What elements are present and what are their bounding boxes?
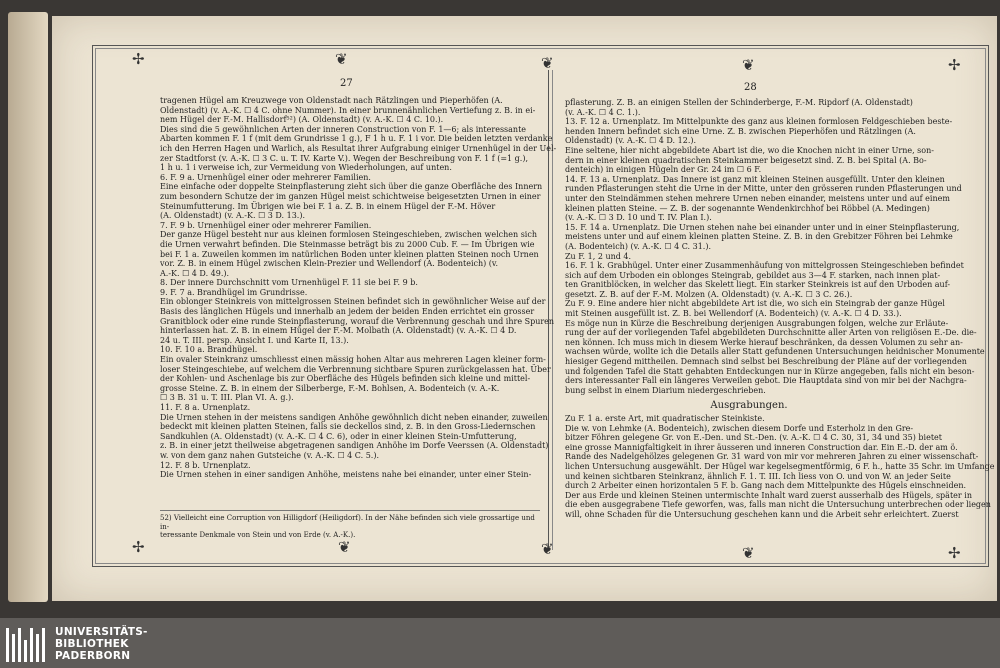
text-line: Oldenstadt) (v. A.-K. ☐ 4 C. ohne Nummer). In einer brunnenähnlichen Vertiefung z. B. in ei- (160, 105, 536, 115)
text-line: rung der auf der vorliegenden Tafel abgebildeten Durchschnitte aller Arten von religiösen E.-De. die- (565, 328, 977, 338)
text-line: sich auf dem Urboden ein oblonges Steingrab, gebildet aus 3—4 F. starken, nach innen plat- (565, 270, 941, 280)
bottom-ornament: ❦ (338, 538, 351, 556)
corner-ornament: ✢ (132, 538, 145, 556)
text-line: 24 u. T. III. persp. Ansicht I. und Karte II, 13.). (160, 335, 349, 345)
text-line: zum besondern Schutze der im ganzen Hügel meist schichtweise beigesetzten Urnen in einer (160, 191, 541, 201)
text-line: ders interessanter Fall ein längeres Verweilen gebot. Die Hauptdata sind von mir bei der Nachgra- (565, 376, 967, 386)
text-line: (v. A.-K. ☐ 3 D. 10 und T. IV. Plan I.). (565, 213, 712, 223)
text-line: durch 2 Arbeiter einen horizontalen 5 F. b. Gang nach dem Mittelpunkte des Hügels einschneiden. (565, 481, 967, 491)
text-line: bitzer Föhren gelegene Gr. von E.-Den. und St.-Den. (v. A.-K. ☐ 4 C. 30, 31, 34 und 35) bietet (565, 433, 942, 443)
text-line: gesetzt. Z. B. auf der F.-M. Molzen (A. Oldenstadt) (v. A.-K. ☐ 3 C. 26.). (565, 289, 853, 299)
text-line: Oldenstadt) (v. A.-K. ☐ 4 D. 12.). (565, 136, 697, 146)
text-line: 9. F. 7 a. Brandhügel im Grundrisse. (160, 287, 308, 297)
text-line: z. B. in einer jetzt theilweise abgetragenen sandigen Anhöhe im Dorfe Veerssen (A. Oldenstadt) (160, 441, 549, 451)
footnote-line: teressante Denkmale von Stein und von Erde (v. A.-K.). (160, 531, 356, 539)
text-line: Ein ovaler Steinkranz umschliesst einen mässig hohen Altar aus mehreren Lagen kleiner form- (160, 355, 546, 365)
column-divider-inner (552, 70, 553, 550)
text-line: Eine seltene, hier nicht abgebildete Abart ist die, wo die Knochen nicht in einer Urne, son- (565, 145, 934, 155)
text-line: eine grosse Mannigfaltigkeit in ihrer äusseren und inneren Construction dar. Ein E.-D. der am ö. (565, 442, 958, 452)
text-line: (A. Oldenstadt) (v. A.-K. ☐ 3 D. 13.). (160, 211, 306, 221)
text-line: unter den Steindämmen stehen mehrere Urnen neben einander, meistens unter und auf einem (565, 193, 950, 203)
text-line: Zu F. 9. Eine andere hier nicht abgebildete Art ist die, wo sich ein Steingrab der ganze Hügel (565, 299, 945, 309)
text-line: bei F. 1 a. Zuweilen kommen im natürlichen Boden unter kleinen platten Steinen noch Urnen (160, 249, 539, 259)
library-logo-text (55, 626, 148, 662)
library-name-line2: BIBLIOTHEK (55, 638, 129, 650)
text-line: die Urnen verwahrt befinden. Die Steinmasse beträgt bis zu 2000 Cub. F. — Im Übrigen wie (160, 239, 535, 249)
top-ornament: ❦ (335, 50, 348, 68)
corner-ornament: ✢ (948, 56, 961, 74)
text-line: 11. F. 8 a. Urnenplatz. (160, 403, 251, 412)
text-line: 16. F. 1 k. Grabhügel. Unter einer Zusammenhäufung von mittelgrossen Steingeschieben befindet (565, 261, 964, 271)
text-line: Abarten kommen F. 1 f (mit dem Grundrisse 1 g.), F 1 h u. F. 1 i vor. Die beiden letzten verdanke (160, 134, 553, 144)
text-line: Die Urnen stehen in der meistens sandigen Anhöhe gewöhnlich dicht neben einander, zuweilen (160, 412, 548, 422)
left-page-text (160, 96, 557, 480)
text-line: vor. Z. B. in einem Hügel zwischen Klein-Prezier und Wellendorf (A. Bodenteich) (v. (160, 259, 499, 269)
text-line: Sandkuhlen (A. Oldenstadt) (v. A.-K. ☐ 4 C. 6), oder in einer kleinen Stein-Umfutterung, (160, 431, 517, 441)
text-line: Es möge nun in Kürze die Beschreibung derjenigen Ausgrabungen folgen, welche zur Erläute- (565, 318, 949, 328)
text-line: nem Hügel der F.-M. Hallisdorf⁵²) (A. Oldenstadt) (v. A.-K. ☐ 4 C. 10.). (160, 115, 444, 125)
section-heading: Ausgrabungen. (710, 400, 788, 412)
text-line: lichen Untersuchung ausgewählt. Der Hügel war kegelsegmentförmig, 6 F. h., hatte 35 Schr. im Umfange (565, 461, 995, 471)
library-name-line1: UNIVERSITÄTS- (55, 626, 148, 638)
text-line: Der ganze Hügel besteht nur aus kleinen formlosen Steingeschieben, zwischen welchen sich (160, 230, 537, 240)
bottom-ornament: ❦ (541, 540, 554, 558)
text-line: der Kohlen- und Aschenlage bis zur Oberfläche des Hügels befinden sich kleine und mittel- (160, 374, 531, 384)
text-line: 12. F. 8 b. Urnenplatz. (160, 460, 251, 470)
text-line: pflasterung. Z. B. an einigen Stellen der Schinderberge, F.-M. Ripdorf (A. Oldenstadt) (565, 98, 913, 107)
text-line: henden Innern befindet sich eine Urne. Z. B. zwischen Pieperhöfen und Rätzlingen (A. (565, 126, 916, 136)
text-line: ich den Herren Hagen und Warlich, als Resultat ihrer Aufgrabung einiger Urnenhügel in der Uel- (160, 143, 557, 153)
text-line: runden Pflasterungen steht die Urne in der Mitte, unter den grösseren runden Pflasterungen und (565, 184, 962, 194)
text-line: ☐ 3 B. 31 u. T. III. Plan VI. A. g.). (160, 393, 294, 403)
text-line: 1 h u. 1 i verweise ich, zur Vermeidung von Wiederholungen, auf unten. (160, 163, 452, 173)
text-line: Zu F. 1 a. erste Art, mit quadratischer Steinkiste. (565, 414, 765, 423)
bottom-ornament: ❦ (742, 544, 755, 562)
text-line: Die w. von Lehmke (A. Bodenteich), zwischen diesem Dorfe und Esterholz in den Gre- (565, 423, 914, 433)
text-line: 14. F. 13 a. Urnenplatz. Das Innere ist ganz mit kleinen Steinen ausgefüllt. Unter den kleinen (565, 174, 945, 184)
footnote (160, 510, 540, 540)
library-footer-bar (0, 618, 1000, 668)
text-line: Der aus Erde und kleinen Steinen untermischte Inhalt ward zuerst ausserhalb des Hügels, später in (565, 490, 972, 500)
text-line: hiesiger Gegend mittheilen. Demnach sind selbst bei Beschreibung der Pläne auf der vorliegenden (565, 357, 967, 367)
text-line: w. von dem ganz nahen Gutsteiche (v. A.-K. ☐ 4 C. 5.). (160, 450, 380, 460)
top-ornament: ❦ (742, 56, 755, 74)
text-line: die eben ausgegrabene Tiefe geworfen, was, falls man nicht die Untersuchung unterbrechen oder liegen (565, 500, 991, 510)
text-line: Basis des länglichen Hügels und innerhalb an jedem der beiden Enden errichtet ein grosser (160, 307, 535, 317)
top-ornament: ❦ (541, 54, 554, 72)
text-line: 10. F. 10 a. Brandhügel. (160, 345, 258, 355)
text-line: will, ohne Schaden für die Untersuchung geschehen kann und die Arbeit sehr erleichtert. Zuerst (565, 509, 959, 519)
text-line: Zu F. 1, 2 und 4. (565, 251, 632, 261)
text-line: meistens unter und auf einem kleinen platten Steine. Z. B. in den Grebitzer Föhren bei Lehmke (565, 232, 953, 242)
book-page-edges (8, 12, 48, 602)
text-line: tragenen Hügel am Kreuzwege von Oldenstadt nach Rätzlingen und Pieperhöfen (A. (160, 96, 503, 105)
text-line: Die Urnen stehen in einer sandigen Anhöhe, meistens nahe bei einander, unter einer Stein- (160, 470, 532, 480)
corner-ornament: ✢ (948, 544, 961, 562)
text-line: 6. F. 9 a. Urnenhügel einer oder mehrerer Familien. (160, 172, 371, 182)
text-line: Granitblock oder eine runde Steinpflasterung, worauf die Verbrennung geschah und ihre Spuren (160, 316, 555, 326)
text-line: Steinumfutterung. Im Übrigen wie bei F. 1 a. Z. B. in einem Hügel der F.-M. Höver (160, 201, 496, 211)
text-line: Eine einfache oder doppelte Steinpflasterung zieht sich über die ganze Oberfläche des Innern (160, 182, 543, 192)
text-line: denteich) in einigen Hügeln der Gr. 24 im ☐ 6 F. (565, 165, 762, 175)
text-line: bedeckt mit kleinen platten Steinen, falls sie deckellos sind, z. B. in den Gross-Liedernschen (160, 422, 536, 432)
page-number-right: 28 (744, 82, 757, 93)
text-line: ten Granitblöcken, in welcher das Skelett liegt. Ein starker Steinkreis ist auf den Urboden auf- (565, 280, 951, 290)
page-number-left: 27 (340, 78, 353, 89)
text-line: mit Steinen ausgefüllt ist. Z. B. bei Wellendorf (A. Bodenteich) (v. A.-K. ☐ 4 D. 33.). (565, 309, 902, 319)
text-line: zer Stadtforst (v. A.-K. ☐ 3 C. u. T. IV. Karte V.). Wegen der Beschreibung von F. 1 f (=1 g.), (160, 153, 528, 163)
text-line: loser Steingeschiebe, auf welchem die Verbrennung sichtbare Spuren zurückgelassen hat. Über (160, 364, 551, 374)
text-line: bung selbst in einem Diarium niedergeschrieben. (565, 385, 766, 395)
text-line: hinterlassen hat. Z. B. in einem Hügel der F.-M. Molbath (A. Oldenstadt) (v. A.-K. ☐ 4 D. (160, 326, 517, 336)
footnote-line: 52) Vielleicht eine Corruption von Hilligdorf (Heiligdorf). In der Nähe befinden sich viele grossartige und in- (160, 514, 535, 531)
text-line: und keinen sichtbaren Steinkranz, ähnlich F. 1. T. III. Ich liess von O. und von W. an jeder Seite (565, 471, 951, 481)
text-line: (v. A.-K. ☐ 4 C. 1.). (565, 107, 641, 117)
text-line: Rande des Nadelgehölzes gelegenen Gr. 31 ward von mir vor mehreren Jahren zu einer wissenschaft- (565, 452, 979, 462)
text-line: grosse Steine. Z. B. in einem der Silberberge, F.-M. Bohlsen, A. Bodenteich (v. A.-K. (160, 383, 500, 393)
text-line: und folgenden Tafel die Statt gehabten Entdeckungen nur in Kürze angegeben, falls nicht ein beson- (565, 366, 975, 376)
text-line: kleinen platten Steine. — Z. B. der sogenannte Wendenkirchhof bei Röbbel (A. Medingen) (565, 203, 930, 213)
text-line: wachsen würde, wollte ich die Details aller Statt gefundenen Untersuchungen heidnischer Monumente (565, 347, 985, 357)
text-line: A.-K. ☐ 4 D. 49.). (160, 268, 230, 278)
text-line: Dies sind die 5 gewöhnlichen Arten der inneren Construction von F. 1—6; als interessante (160, 124, 527, 134)
text-line: (A. Bodenteich) (v. A.-K. ☐ 4 C. 31.). (565, 241, 712, 251)
corner-ornament: ✢ (132, 50, 145, 68)
text-line: Ein oblonger Steinkreis von mittelgrossen Steinen befindet sich in gewöhnlicher Weise auf der (160, 297, 546, 307)
text-line: 8. Der innere Durchschnitt vom Urnenhügel F. 11 sie bei F. 9 b. (160, 278, 418, 288)
text-line: dern in einer kleinen quadratischen Steinkammer beigesetzt sind. Z. B. bei Spital (A. Bo- (565, 155, 927, 165)
text-line: 7. F. 9 b. Urnenhügel einer oder mehrerer Familien. (160, 220, 372, 230)
text-line: 13. F. 12 a. Urnenplatz. Im Mittelpunkte des ganz aus kleinen formlosen Feldgeschieben beste- (565, 117, 953, 127)
right-page-text (565, 98, 995, 520)
text-line: nen können. Ich muss mich in diesem Werke hierauf beschränken, da dessen Volumen zu sehr an- (565, 337, 963, 347)
library-name-line3: PADERBORN (55, 650, 131, 662)
text-line: 15. F. 14 a. Urnenplatz. Die Urnen stehen nahe bei einander unter und in einer Steinpflasterung, (565, 222, 960, 232)
